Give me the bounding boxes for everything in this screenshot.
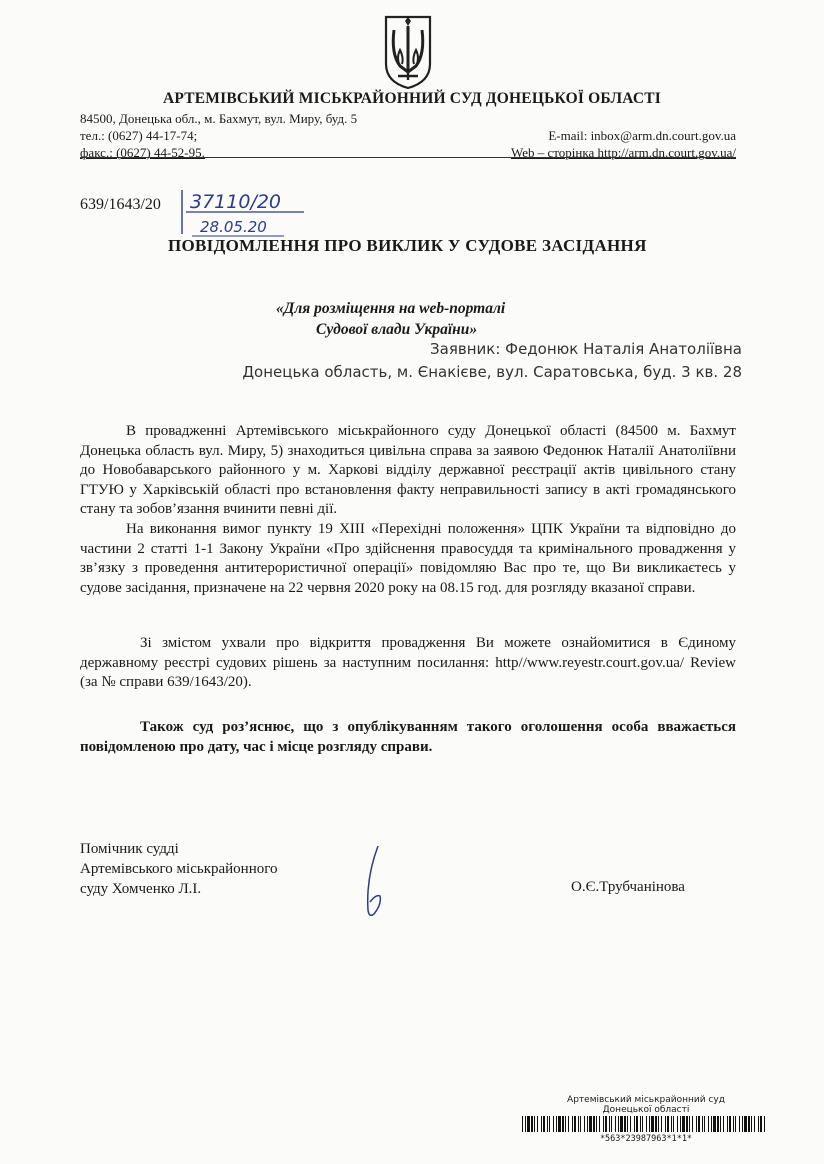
signee-name: О.Є.Трубчанінова	[571, 879, 685, 895]
body-paragraph-3: Зі змістом ухвали про відкриття провадження Ви можете ознайомитися в Єдиному державному реєстрі судових рішень за наступним посилання: http//www.reyestr.court.gov.ua/ Review (за № справи 639/1643/20).	[80, 635, 736, 690]
court-website: Web – сторінка http://arm.dn.court.gov.ua/	[510, 145, 736, 160]
placement-line-1: «Для розміщення на web-порталі	[276, 300, 506, 317]
court-title: АРТЕМІВСЬКИЙ МІСЬКРАЙОННИЙ СУД ДОНЕЦЬКОЇ ОБЛАСТІ	[162, 90, 662, 107]
signer-position: Помічник судді	[80, 841, 179, 857]
placement-line-2: Судової влади України»	[316, 321, 478, 338]
handwritten-signature	[358, 844, 398, 920]
stamp-line-1: Артемівський міськрайонний суд	[567, 1095, 725, 1105]
barcode-number: *563*23987963*1*1*	[599, 1134, 693, 1144]
court-fax: факс.: (0627) 44-52-95.	[80, 145, 205, 160]
body-paragraph-1: В провадженні Артемівського міськрайонного суду Донецької області (84500 м. Бахмут Донецька область вул. Миру, 5) знаходиться цивільна справа за заявою Федонюк Наталії Анатоліївни до Новобаварського районного у м. Харкові відділу державної реєстрації актів цивільного стану ГТУЮ у Харківській області про встановлення факту неправильності запису в акті громадянського стану та зобов’язання вчинити певні дії.	[80, 423, 736, 517]
court-email: E-mail: inbox@arm.dn.court.gov.ua	[548, 128, 736, 143]
signer-court: Артемівського міськрайонного	[80, 861, 278, 877]
placement-note	[276, 298, 505, 340]
court-address: 84500, Донецька обл., м. Бахмут, вул. Миру, буд. 5	[80, 111, 358, 126]
court-contacts-left	[80, 110, 357, 161]
coat-of-arms-icon	[382, 14, 434, 90]
court-contacts-right	[511, 127, 736, 161]
signer-block	[80, 839, 278, 899]
applicant-name: Заявник: Федонюк Наталія Анатоліївна	[430, 340, 742, 358]
document-title: ПОВІДОМЛЕННЯ ПРО ВИКЛИК У СУДОВЕ ЗАСІДАННЯ	[168, 236, 647, 255]
applicant-address: Донецька область, м. Єнакієве, вул. Саратовська, буд. 3 кв. 28	[242, 363, 742, 381]
applicant-block	[242, 338, 742, 384]
header-divider	[80, 157, 736, 158]
registration-date: 28.05.20	[200, 218, 267, 236]
case-number: 639/1643/20	[80, 196, 161, 213]
body-paragraph-4: Також суд роз’яснює, що з опублікуванням такого оголошення особа вважається повідомленою про дату, час і місце розгляду справи.	[80, 719, 736, 755]
court-phone: тел.: (0627) 44-17-74;	[80, 128, 198, 143]
barcode	[522, 1116, 768, 1132]
handwritten-registration-mark	[178, 184, 308, 240]
body-paragraph-2: На виконання вимог пункту 19 XIII «Перехідні положення» ЦПК України та відповідно до частини 2 статті 1-1 Закону України «Про здійснення правосуддя та кримінального провадження у зв’язку з проведення антитерористичної операції» повідомляю Вас про те, що Ви викликаєтесь у судове засідання, призначене на 22 червня 2020 року на 08.15 год. для розгляду вказаної справи.	[80, 521, 736, 596]
registration-number: 37110/20	[190, 191, 282, 213]
stamp-line-2: Донецької області	[602, 1105, 690, 1115]
signer-name: суду Хомченко Л.І.	[80, 881, 202, 897]
